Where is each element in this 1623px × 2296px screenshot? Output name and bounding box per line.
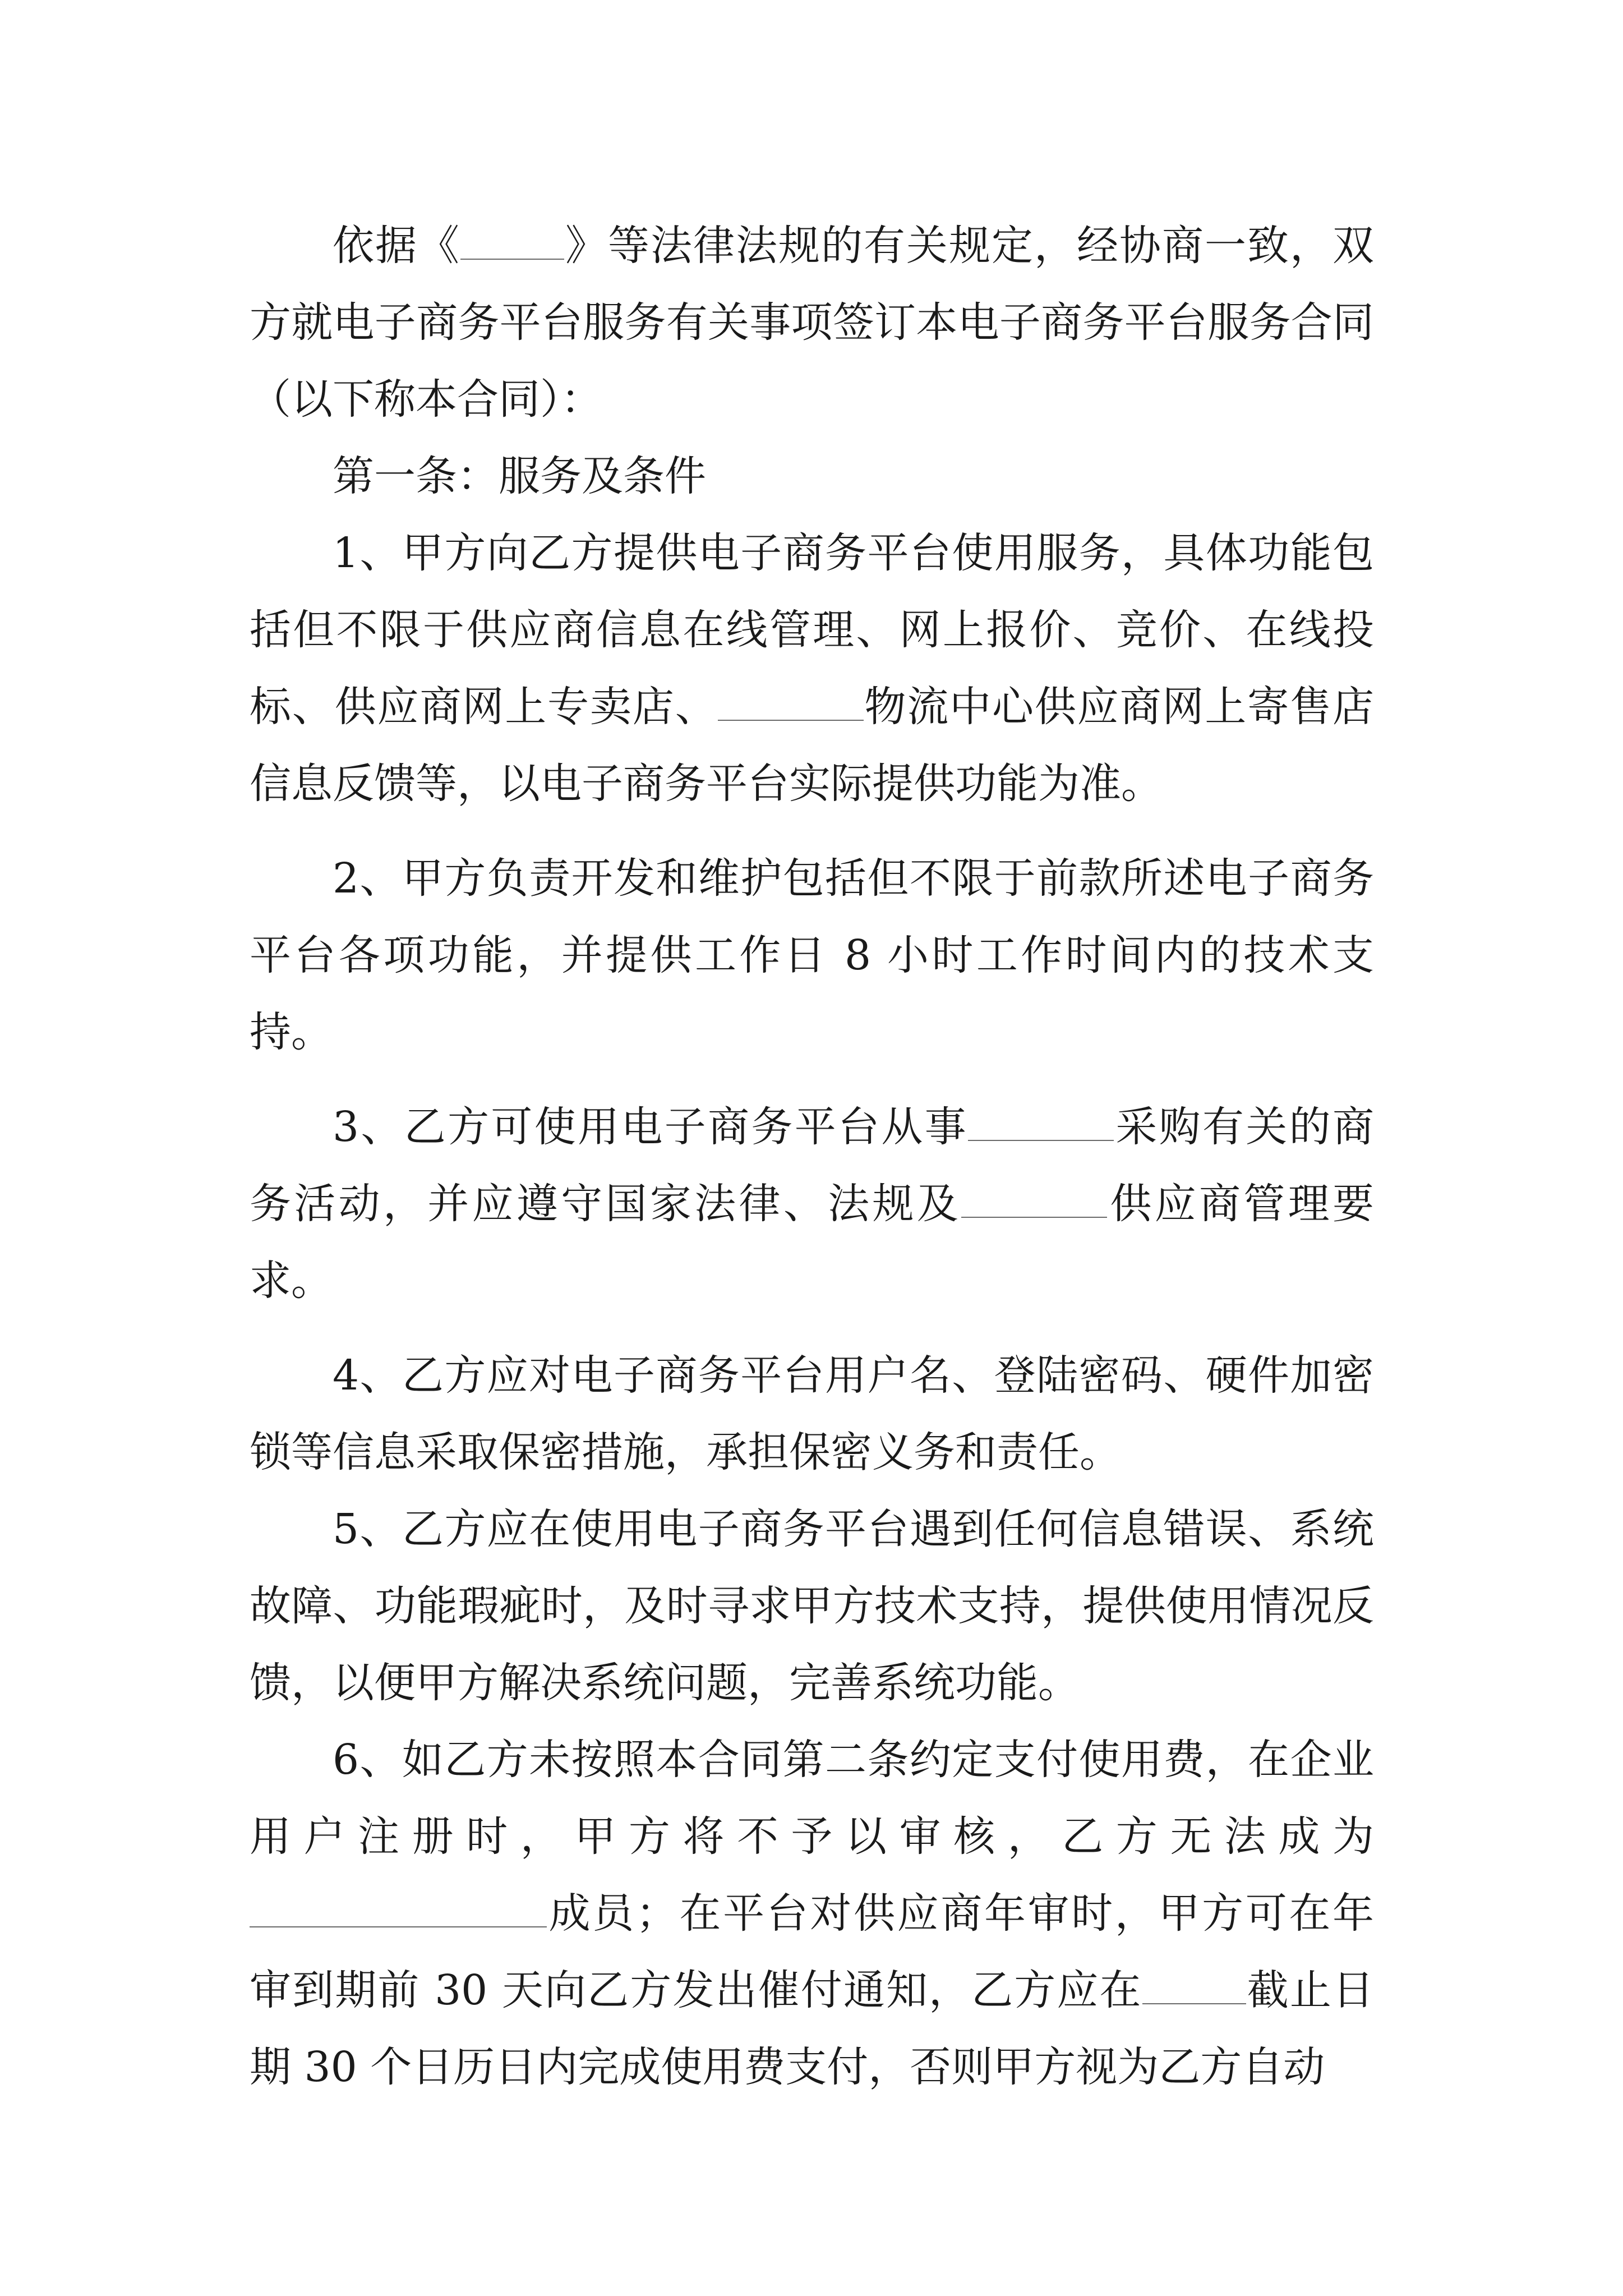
contract-body xyxy=(250,208,1374,2106)
clause-3-text-a: 3、乙方可使用电子商务平台从事 xyxy=(333,1103,969,1151)
intro-paragraph xyxy=(250,208,1374,438)
clause-4: 4、乙方应对电子商务平台用户名、登陆密码、硬件加密锁等信息采取保密措施，承担保密义务和责任。 xyxy=(250,1351,1374,1476)
intro-text-a: 依据《 xyxy=(333,222,460,270)
fill-blank xyxy=(718,680,864,721)
clause-5: 5、乙方应在使用电子商务平台遇到任何信息错误、系统故障、功能瑕疵时，及时寻求甲方技术支持，提供使用情况反馈，以便甲方解决系统问题，完善系统功能。 xyxy=(250,1505,1374,1707)
clause-3-text-b: 采购有关的商务活动，并应遵守国家法律、法规及 xyxy=(250,1103,1374,1228)
clause-6-text-c: 截止日期 30 个日历日内完成使用费支付，否则甲方视为乙方自动 xyxy=(250,1966,1374,2091)
clause-3-text-c: 供应商管理要求。 xyxy=(250,1180,1375,1305)
clause-1-text-a: 1、甲方向乙方提供电子商务平台使用服务，具体功能包括但不限于供应商信息在线管理、网上报价、竞价、在线投标、供应商网上专卖店、 xyxy=(250,529,1374,731)
fill-blank xyxy=(1142,1964,1246,2004)
clause-1-text-b: 物流中心供应商网上寄售店信息反馈等，以电子商务平台实际提供功能为准。 xyxy=(250,683,1375,808)
fill-blank xyxy=(460,219,564,260)
clause-6-text-a: 6、如乙方未按照本合同第二条约定支付使用费，在企业用户注册时，甲方将不予以审核，乙方无法成为 xyxy=(250,1736,1374,1861)
clause-3 xyxy=(250,1089,1374,1319)
clause-1 xyxy=(250,515,1374,822)
clause-6-text-b: 成员；在平台对供应商年审时，甲方可在年审到期前 30 天向乙方发出催付通知，乙方应在 xyxy=(250,1889,1374,2014)
fill-blank xyxy=(961,1177,1107,1218)
fill-blank xyxy=(250,1887,547,1927)
intro-text-b: 》等法律法规的有关规定，经协商一致，双方就电子商务平台服务有关事项签订本电子商务平台服务合同（以下称本合同）： xyxy=(250,222,1374,424)
article-1-title: 第一条：服务及条件 xyxy=(333,452,706,500)
clause-2: 2、甲方负责开发和维护包括但不限于前款所述电子商务平台各项功能，并提供工作日 8 小时工作时间内的技术支持。 xyxy=(250,854,1374,1056)
clause-6 xyxy=(250,1722,1374,2106)
fill-blank xyxy=(968,1101,1114,1141)
